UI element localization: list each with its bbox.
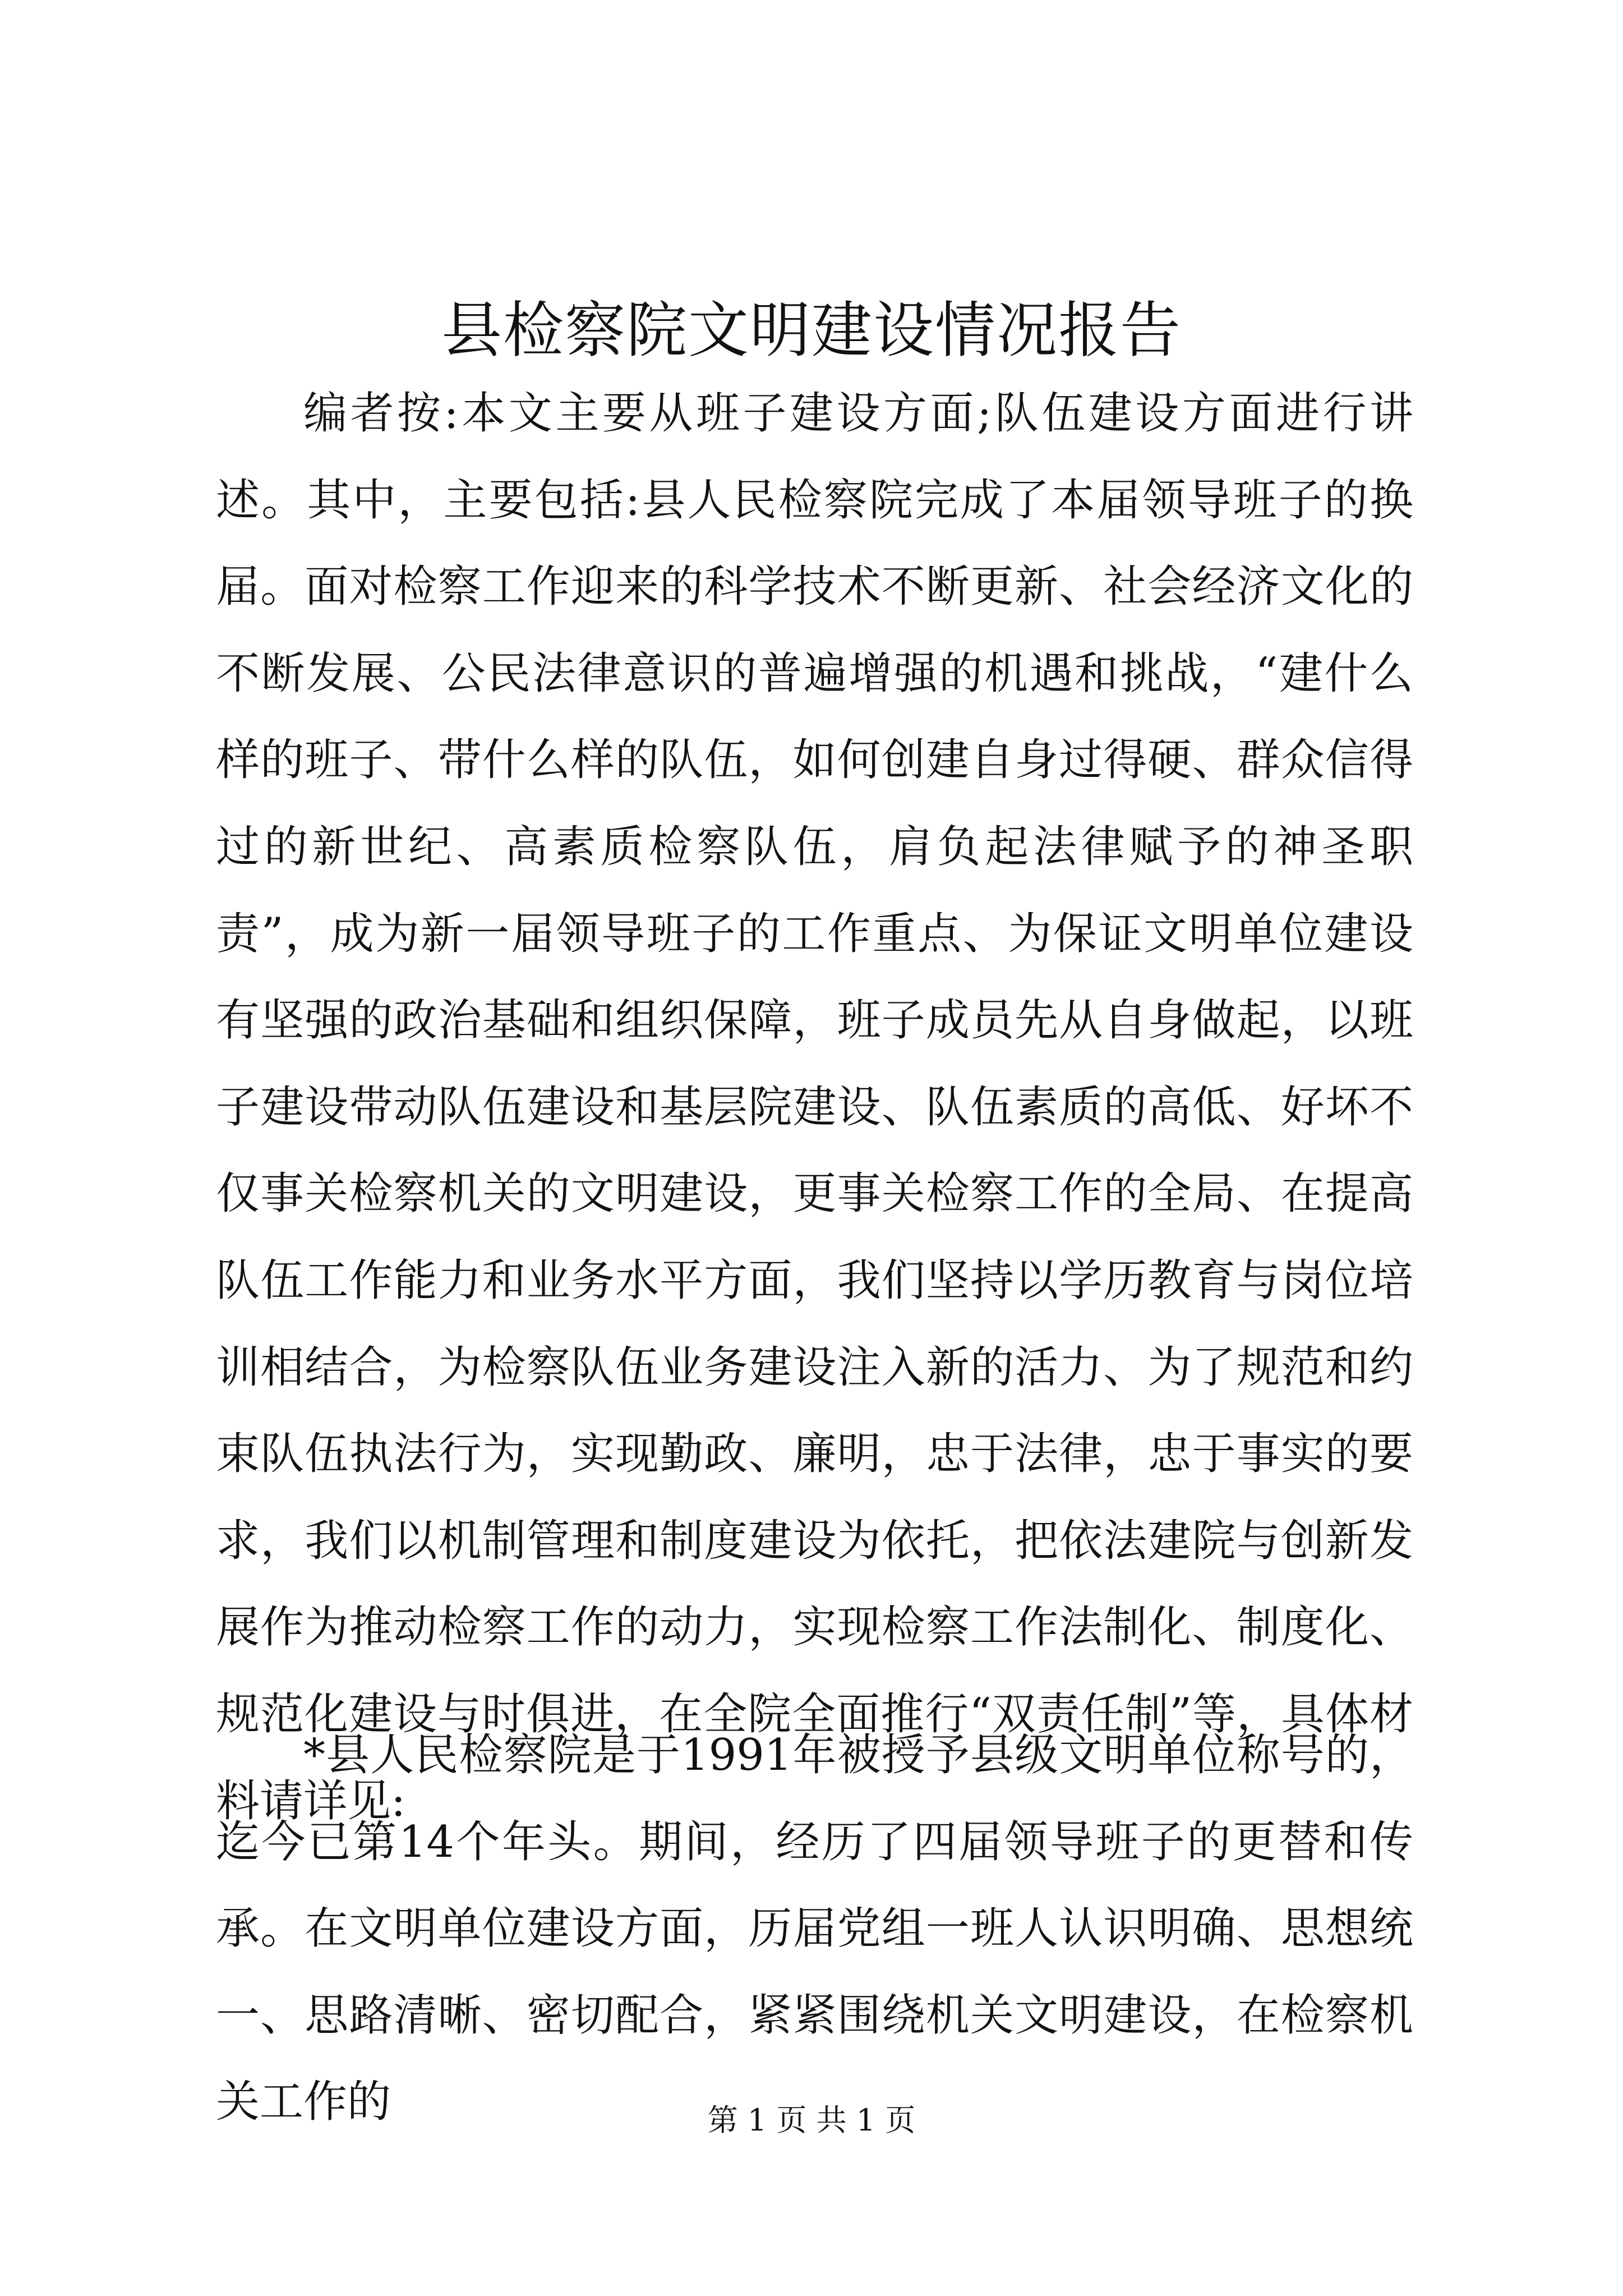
document-title: 县检察院文明建设情况报告	[441, 296, 1182, 366]
page-footer: 第 1 页 共 1 页	[707, 2102, 916, 2138]
editor-note-paragraph: 编者按:本文主要从班子建设方面;队伍建设方面进行讲述。其中，主要包括:县人民检察院完成了本届领导班子的换届。面对检察工作迎来的科学技术不断更新、社会经济文化的不断发展、公民法律意识的普遍增强的机遇和挑战，“建什么样的班子、带什么样的队伍，如何创建自身过得硬、群众信得过的新世纪、高素质检察队伍，肩负起法律赋予的神圣职责”，成为新一届领导班子的工作重点、为保证文明单位建设有坚强的政治基础和组织保障，班子成员先从自身做起，以班子建设带动队伍建设和基层院建设、队伍素质的高低、好坏不仅事关检察机关的文明建设，更事关检察工作的全局、在提高队伍工作能力和业务水平方面，我们坚持以学历教育与岗位培训相结合，为检察队伍业务建设注入新的活力、为了规范和约束队伍执法行为，实现勤政、廉明，忠于法律，忠于事实的要求，我们以机制管理和制度建设为依托，把依法建院与创新发展作为推动检察工作的动力，实现检察工作法制化、制度化、规范化建设与时俱进，在全院全面推行“双责任制”等，具体材料请详见:	[216, 388, 1413, 1826]
body-paragraph: *县人民检察院是于1991年被授予县级文明单位称号的，迄今已第14个年头。期间，经历了四届领导班子的更替和传承。在文明单位建设方面，历届党组一班人认识明确、思想统一、思路清晰、密切配合，紧紧围绕机关文明建设，在检察机关工作的	[216, 1730, 1413, 2128]
